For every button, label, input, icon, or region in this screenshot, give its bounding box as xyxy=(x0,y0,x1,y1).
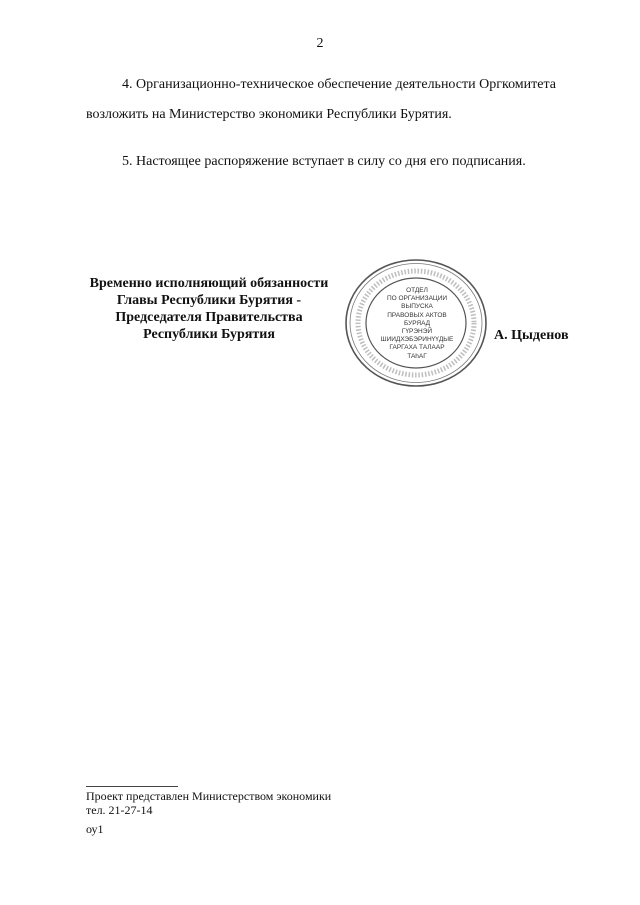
seal-text-line: ОТДЕЛ xyxy=(406,287,428,294)
seal-text-line: ГҮРЭНЭЙ xyxy=(401,328,433,336)
seal-center-text xyxy=(372,287,462,361)
signatory-title xyxy=(76,275,342,343)
signatory-name: А. Цыденов xyxy=(494,328,569,343)
seal-text-line: БУРЯАД xyxy=(403,319,431,327)
signatory-title-line: Республики Бурятия xyxy=(143,327,275,342)
document-code: оу1 xyxy=(86,822,104,836)
official-seal-stamp xyxy=(344,258,488,388)
seal-text-line: ШИИДХЭБЭРИНҮҮДЫЕ xyxy=(380,336,454,344)
seal-text-line: ТАһАГ xyxy=(407,352,427,360)
seal-text-line: ПО ОРГАНИЗАЦИИ xyxy=(386,295,448,303)
seal-text-line: ВЫПУСКА xyxy=(401,303,433,311)
footnote-divider xyxy=(86,786,178,787)
footnote-line: тел. 21-27-14 xyxy=(86,803,153,817)
signatory-title-line: Главы Республики Бурятия - xyxy=(116,293,302,308)
page-number: 2 xyxy=(316,36,324,51)
seal-text-line: ПРАВОВЫХ АКТОВ xyxy=(387,311,447,319)
signatory-title-line: Председателя Правительства xyxy=(115,310,303,325)
footnote-line: Проект представлен Министерством экономики xyxy=(86,789,332,803)
seal-text-line: ГАРГАХА ТАЛААР xyxy=(389,344,445,352)
footnote xyxy=(86,789,331,817)
signatory-title-line: Временно исполняющий обязанности xyxy=(89,276,329,291)
paragraph-item-5: 5. Настоящее распоряжение вступает в силу со дня его подписания. xyxy=(122,154,526,169)
paragraph-item-4: 4. Организационно-техническое обеспечение деятельности Оргкомитета возложить на Министерство экономики Республики Бурятия. xyxy=(86,77,556,122)
